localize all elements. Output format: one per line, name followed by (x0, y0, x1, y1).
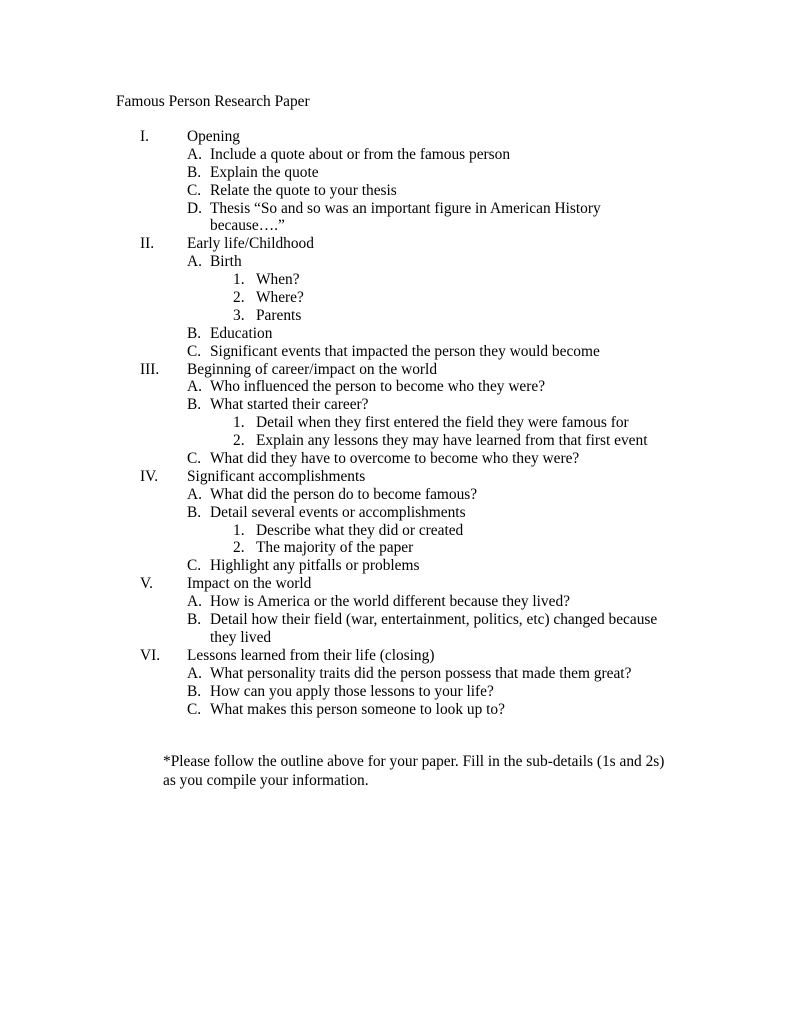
item-text: What did the person do to become famous? (210, 485, 478, 503)
section-numeral: II. (140, 235, 155, 253)
item-letter: C. (187, 450, 202, 468)
item-letter: B. (187, 163, 202, 181)
outline-item (0, 146, 791, 164)
outline-subitem (0, 522, 791, 540)
item-text: How is America or the world different because they lived? (210, 593, 570, 611)
item-letter: B. (187, 682, 202, 700)
outline-item-continuation (0, 629, 791, 647)
item-letter: D. (187, 199, 202, 217)
subitem-text: When? (256, 271, 300, 289)
section-numeral: I. (140, 128, 149, 145)
outline-item (0, 164, 791, 182)
note-line-1: *Please follow the outline above for your paper. Fill in the sub-details (1s and 2s) (163, 753, 665, 770)
section-heading: Opening (187, 128, 241, 145)
outline-item (0, 557, 791, 575)
section-heading: Beginning of career/impact on the world (187, 360, 438, 378)
outline-item (0, 701, 791, 719)
outline-item (0, 683, 791, 701)
outline-item (0, 486, 791, 504)
subitem-text: Explain any lessons they may have learned from that first event (256, 432, 648, 450)
item-letter: A. (187, 664, 202, 682)
note-line-2: as you compile your information. (163, 772, 369, 789)
section-heading: Significant accomplishments (187, 467, 366, 485)
document-title: Famous Person Research Paper (116, 93, 310, 110)
item-text: Include a quote about or from the famous person (210, 145, 511, 163)
outline-item (0, 504, 791, 522)
item-text: What did they have to overcome to become who they were? (210, 450, 580, 468)
section-numeral: III. (140, 360, 160, 378)
item-letter: A. (187, 145, 202, 163)
outline-section-6 (0, 647, 791, 665)
outline-item-continuation (0, 217, 791, 235)
item-letter: C. (187, 342, 202, 360)
outline-item (0, 182, 791, 200)
item-text: What makes this person someone to look up to? (210, 700, 505, 718)
item-text: Who influenced the person to become who they were? (210, 378, 546, 396)
section-numeral: V. (140, 575, 153, 593)
subitem-text: Detail when they first entered the field they were famous for (256, 414, 629, 432)
outline-item (0, 200, 791, 218)
outline-section-1 (0, 128, 791, 146)
item-text: Detail how their field (war, entertainment, politics, etc) changed because (210, 611, 658, 629)
outline-subitem (0, 414, 791, 432)
item-letter: A. (187, 485, 202, 503)
outline-subitem (0, 539, 791, 557)
item-letter: A. (187, 253, 202, 271)
outline-list (0, 128, 791, 718)
item-text: Explain the quote (210, 163, 319, 181)
subitem-number: 3. (233, 306, 245, 324)
item-text: How can you apply those lessons to your life? (210, 682, 494, 700)
outline-subitem (0, 289, 791, 307)
outline-item (0, 343, 791, 361)
section-heading: Early life/Childhood (187, 235, 314, 253)
outline-section-3 (0, 361, 791, 379)
outline-section-5 (0, 575, 791, 593)
item-text: Birth (210, 253, 242, 271)
item-letter: C. (187, 700, 202, 718)
outline-item (0, 378, 791, 396)
item-text-continuation: they lived (210, 628, 272, 646)
item-text: Relate the quote to your thesis (210, 181, 397, 199)
outline-item (0, 665, 791, 683)
item-letter: C. (187, 181, 202, 199)
item-text: Thesis “So and so was an important figure in American History (210, 199, 601, 217)
item-letter: B. (187, 396, 202, 414)
item-text-continuation: because….” (210, 217, 285, 235)
subitem-text: Describe what they did or created (256, 521, 464, 539)
item-letter: B. (187, 324, 202, 342)
subitem-number: 1. (233, 271, 245, 289)
subitem-number: 2. (233, 432, 245, 450)
item-letter: B. (187, 611, 202, 629)
item-text: Highlight any pitfalls or problems (210, 557, 420, 575)
outline-item (0, 593, 791, 611)
outline-section-2 (0, 235, 791, 253)
outline-item (0, 253, 791, 271)
subitem-number: 1. (233, 521, 245, 539)
section-heading: Impact on the world (187, 575, 312, 593)
section-numeral: VI. (140, 646, 161, 664)
section-numeral: IV. (140, 467, 159, 485)
section-heading: Lessons learned from their life (closing) (187, 646, 435, 664)
item-text: What started their career? (210, 396, 369, 414)
outline-item (0, 611, 791, 629)
subitem-text: Where? (256, 289, 304, 307)
subitem-number: 1. (233, 414, 245, 432)
item-text: Significant events that impacted the person they would become (210, 342, 600, 360)
item-letter: C. (187, 557, 202, 575)
item-text: Detail several events or accomplishments (210, 503, 466, 521)
item-letter: B. (187, 503, 202, 521)
outline-item (0, 396, 791, 414)
outline-subitem (0, 432, 791, 450)
subitem-text: The majority of the paper (256, 539, 414, 557)
subitem-number: 2. (233, 539, 245, 557)
item-text: What personality traits did the person possess that made them great? (210, 664, 632, 682)
outline-section-4 (0, 468, 791, 486)
outline-subitem (0, 271, 791, 289)
outline-item (0, 450, 791, 468)
subitem-text: Parents (256, 306, 302, 324)
outline-subitem (0, 307, 791, 325)
item-letter: A. (187, 378, 202, 396)
outline-item (0, 325, 791, 343)
subitem-number: 2. (233, 289, 245, 307)
item-letter: A. (187, 593, 202, 611)
instruction-note (163, 752, 703, 790)
item-text: Education (210, 324, 273, 342)
